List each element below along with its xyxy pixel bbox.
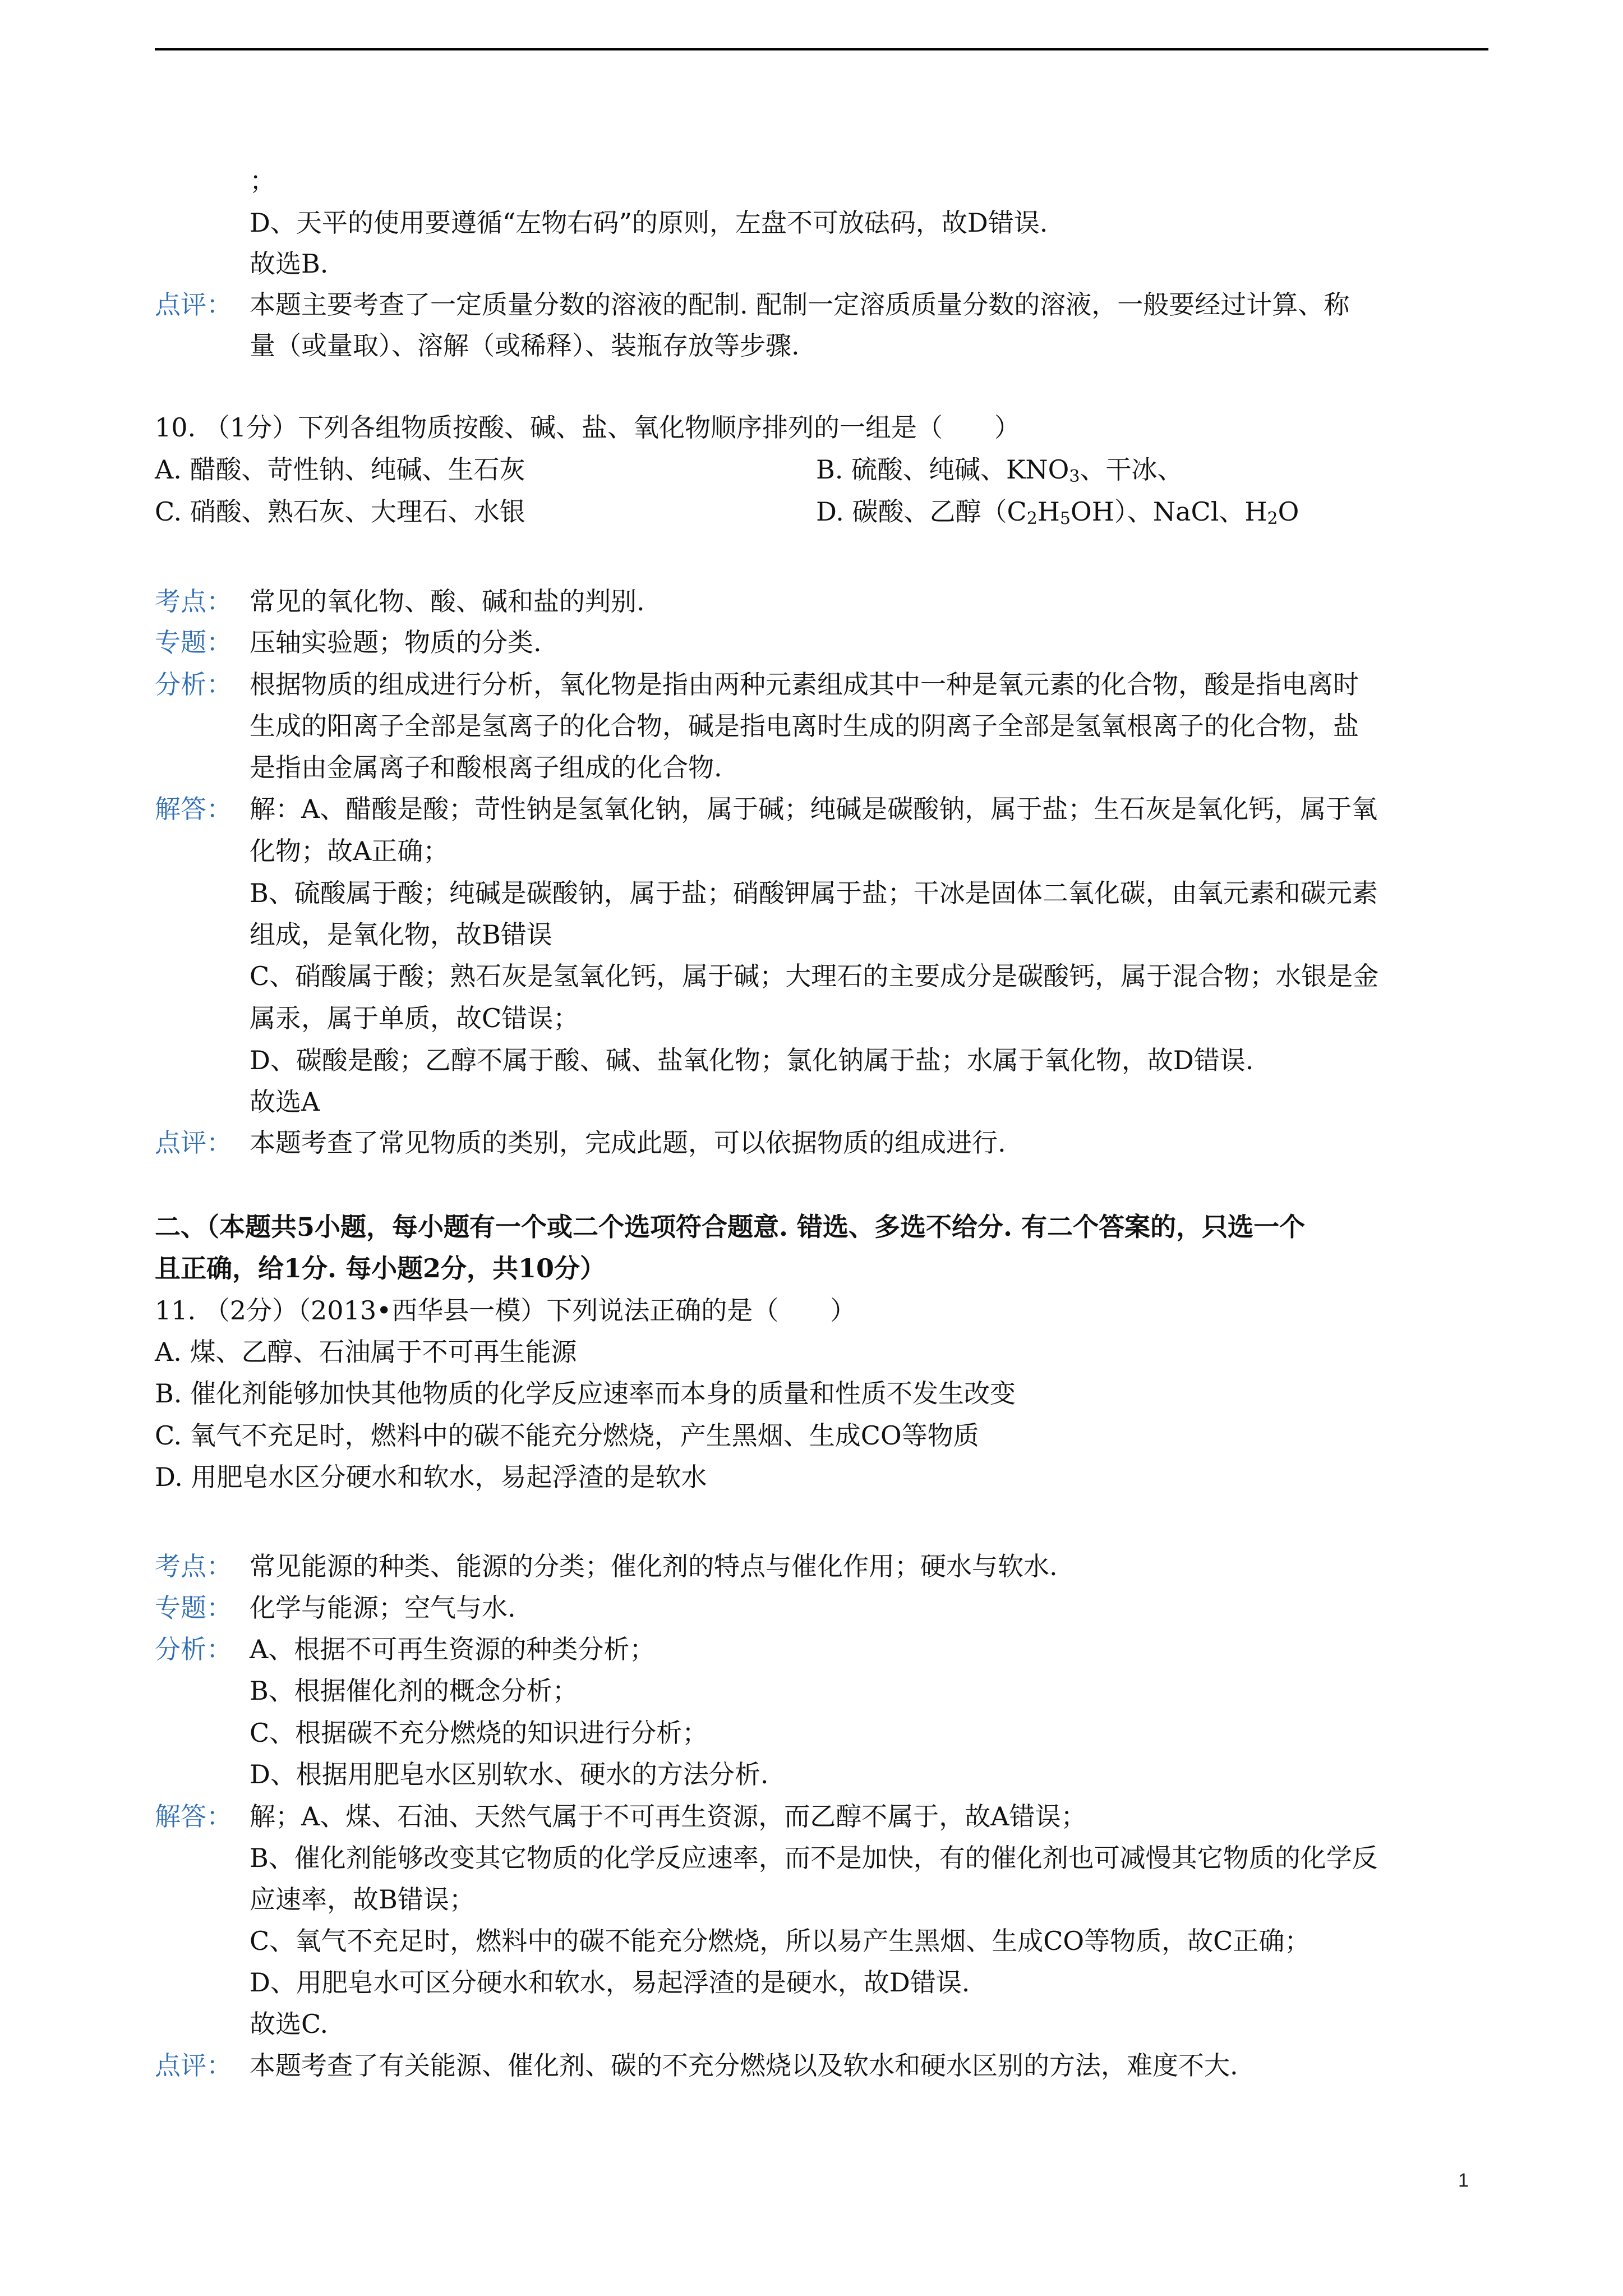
text-line: 根据物质的组成进行分析，氧化物是指由两种元素组成其中一种是氧元素的化合物，酸是指电离时 [250,669,1359,700]
text-line: C、根据碳不充分燃烧的知识进行分析； [250,1718,708,1748]
zhuanti-label: 专题： [155,627,232,657]
fenxi-label: 分析： [155,1634,232,1664]
text-line: 化学与能源；空气与水. [250,1593,516,1623]
option-d: D. 碳酸、乙醇$(C_2H_5OH)$、NaCl、$H_2O$ [816,496,1299,528]
text-line: 本题考查了常见物质的类别，完成此题，可以依据物质的组成进行. [250,1128,1006,1158]
text-line: ； [250,165,275,196]
text-line: D、天平的使用要遵循“左物右码”的原则，左盘不可放砝码，故D错误. [250,208,1048,238]
option-b: B. 硫酸、纯碱、$KNO_3$、干冰、 [816,454,1183,486]
text-line: 故选C. [250,2009,329,2039]
page-number: 1 [1458,2170,1469,2191]
text-line: B、硫酸属于酸；纯碱是碳酸钠，属于盐；硝酸钾属于盐；干冰是固体二氧化碳，由氧元素和碳元素 [250,878,1378,908]
option-c: C. 硝酸、熟石灰、大理石、水银 [155,496,525,527]
text-line: 常见能源的种类、能源的分类；催化剂的特点与催化作用；硬水与软水. [250,1551,1058,1581]
text-line: B、根据催化剂的概念分析； [250,1676,578,1706]
dianping-label: 点评： [155,1128,232,1158]
text-line: D、碳酸是酸；乙醇不属于酸、碱、盐氧化物；氯化钠属于盐；水属于氧化物，故D错误. [250,1045,1254,1075]
section-title: 且正确，给1分. 每小题2分，共10分） [155,1253,606,1283]
dianping-label: 点评： [155,2050,232,2081]
question-stem: 10. （1分）下列各组物质按酸、碱、盐、氧化物顺序排列的一组是（ ） [155,412,1021,443]
text-line: 故选B. [250,249,329,279]
comment-label: 点评： [155,289,232,320]
text-line: B、催化剂能够改变其它物质的化学反应速率，而不是加快，有的催化剂也可减慢其它物质的化学反 [250,1843,1378,1873]
option-a: A. 煤、乙醇、石油属于不可再生能源 [155,1337,577,1367]
text-line: D、用肥皂水可区分硬水和软水，易起浮渣的是硬水，故D错误. [250,1967,970,1998]
option-b: B. 催化剂能够加快其他物质的化学反应速率而本身的质量和性质不发生改变 [155,1378,1016,1409]
section-title: 二、（本题共5小题，每小题有一个或二个选项符合题意. 错选、多选不给分. 有二个答案的，只选一个 [155,1212,1306,1242]
text-line: 本题考查了有关能源、催化剂、碳的不充分燃烧以及软水和硬水区别的方法，难度不大. [250,2050,1238,2081]
header-rule [155,48,1488,50]
question-stem: 11. （2分）（2013•西华县一模）下列说法正确的是（ ） [155,1295,856,1326]
fenxi-label: 分析： [155,669,232,700]
text-line: 组成，是氧化物，故B错误 [250,919,552,950]
kaodian-label: 考点： [155,586,232,616]
zhuanti-label: 专题： [155,1593,232,1623]
text-line: 本题主要考查了一定质量分数的溶液的配制. 配制一定溶质质量分数的溶液，一般要经过计算、称 [250,289,1350,320]
text-line: 常见的氧化物、酸、碱和盐的判别. [250,586,645,616]
text-line: 故选A [250,1087,320,1117]
text-line: 压轴实验题；物质的分类. [250,627,542,657]
text-line: 应速率，故B错误； [250,1884,475,1915]
text-line: D、根据用肥皂水区别软水、硬水的方法分析. [250,1759,769,1789]
text-line: 解；A、煤、石油、天然气属于不可再生资源，而乙醇不属于，故A错误； [250,1801,1087,1832]
text-line: 化物；故A正确； [250,836,449,866]
jieda-label: 解答： [155,1801,232,1832]
option-c: C. 氧气不充足时，燃料中的碳不能充分燃烧，产生黑烟、生成CO等物质 [155,1420,979,1451]
text-line: C、氧气不充足时，燃料中的碳不能充分燃烧，所以易产生黑烟、生成CO等物质，故C正确； [250,1926,1311,1956]
text-line: 属汞，属于单质，故C错误； [250,1003,579,1033]
kaodian-label: 考点： [155,1551,232,1581]
text-line: C、硝酸属于酸；熟石灰是氢氧化钙，属于碱；大理石的主要成分是碳酸钙，属于混合物；水银是金 [250,961,1379,991]
text-line: A、根据不可再生资源的种类分析； [250,1634,656,1664]
text-line: 解：A、醋酸是酸；苛性钠是氢氧化钠，属于碱；纯碱是碳酸钠，属于盐；生石灰是氧化钙，属于氧 [250,794,1378,824]
jieda-label: 解答： [155,794,232,824]
text-line: 量（或量取）、溶解（或稀释）、装瓶存放等步骤. [250,330,800,361]
option-d: D. 用肥皂水区分硬水和软水，易起浮渣的是软水 [155,1462,707,1492]
text-line: 是指由金属离子和酸根离子组成的化合物. [250,752,722,783]
option-a: A. 醋酸、苛性钠、纯碱、生石灰 [155,454,525,485]
text-line: 生成的阳离子全部是氢离子的化合物，碱是指电离时生成的阴离子全部是氢氧根离子的化合物，盐 [250,711,1359,741]
